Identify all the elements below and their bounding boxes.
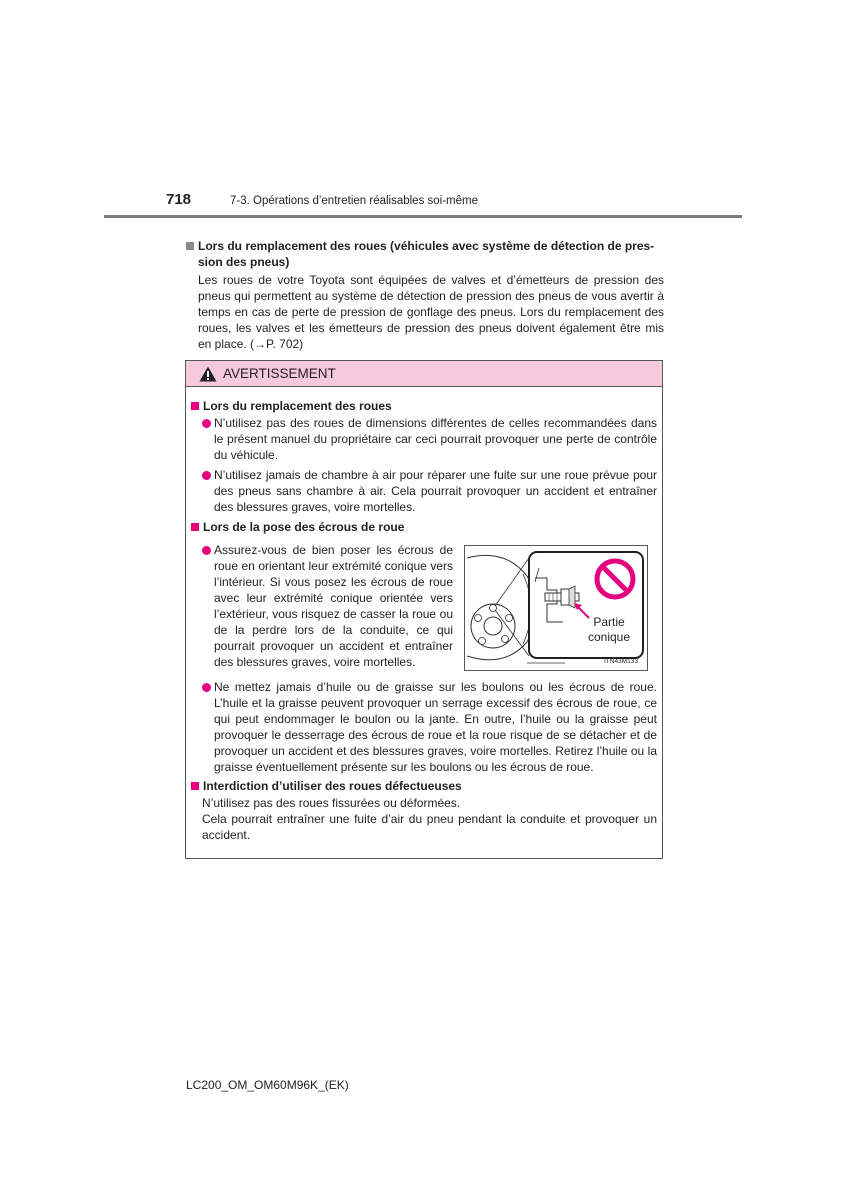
wheel-nut-illustration bbox=[465, 546, 647, 670]
footer-code: LC200_OM_OM60M96K_(EK) bbox=[186, 1078, 349, 1092]
section-heading-text: Lors du remplacement des roues bbox=[203, 399, 392, 413]
warning-header bbox=[186, 361, 662, 387]
intro-body: Les roues de votre Toyota sont équipées de valves et d’émetteurs de pression des pneus qui permettent au système de détection de pression des pneus de vous avertir à temps en cas de perte de pression de gonflage des pneus. Lors du remplacement des roues, les valves et les émetteurs de pression des pneus doivent également être mis en place. (→P. 702) bbox=[198, 273, 664, 351]
square-bullet-icon bbox=[191, 523, 199, 531]
intro-heading-line1: Lors du remplacement des roues (véhicules avec système de détection de pres- bbox=[198, 239, 655, 253]
figure-code: ITN43M133 bbox=[604, 658, 638, 665]
bullet-item bbox=[202, 679, 657, 775]
section-heading-text: Lors de la pose des écrous de roue bbox=[203, 520, 405, 534]
warning-triangle-icon bbox=[199, 366, 217, 382]
section-title: 7-3. Opérations d’entretien réalisables soi-même bbox=[230, 195, 479, 207]
bullet-text: N’utilisez pas des roues de dimensions différentes de celles recommandées dans le présent manuel du propriétaire car ceci pourrait provoquer une perte de contrôle du véhicule. bbox=[214, 416, 657, 462]
square-bullet-icon bbox=[186, 242, 194, 250]
bullet-dot-icon bbox=[202, 546, 211, 555]
bullet-dot-icon bbox=[202, 471, 211, 480]
intro-section bbox=[186, 238, 664, 352]
bullet-item bbox=[202, 415, 657, 463]
square-bullet-icon bbox=[191, 402, 199, 410]
wheel-nut-figure bbox=[464, 545, 648, 671]
section-heading-defective-wheels bbox=[191, 778, 462, 794]
defective-wheels-text bbox=[202, 795, 657, 843]
page-number: 718 bbox=[166, 191, 192, 208]
square-bullet-icon bbox=[191, 782, 199, 790]
intro-heading bbox=[186, 238, 664, 270]
bullet-text: N’utilisez jamais de chambre à air pour réparer une fuite sur une roue prévue pour des pneus sans chambre à air. Cela pourrait provoquer un accident et entraîner des blessures graves, voire mortelles. bbox=[214, 468, 657, 514]
section-heading-wheel-replacement bbox=[191, 398, 392, 414]
section-heading-nut-fitting bbox=[191, 519, 404, 535]
header-rule bbox=[104, 215, 742, 218]
bullet-text: Ne mettez jamais d’huile ou de graisse sur les boulons ou les écrous de roue. L’huile et la graisse peuvent provoquer un serrage excessif des écrous de roue, ce qui peut endommager le boulon ou la jante. En outre, l’huile ou la graisse peut provoquer le desserrage des écrous de roue et la roue risque de se détacher et de provoquer un accident et des blessures graves, voire mortelles. Retirez l’huile ou la graisse éventuellement présente sur les boulons ou les écrous de roue. bbox=[214, 680, 657, 774]
figure-label-line1: Partie bbox=[593, 615, 625, 629]
figure-label bbox=[583, 615, 635, 645]
intro-heading-line2: sion des pneus) bbox=[198, 255, 290, 269]
defective-wheels-line2: Cela pourrait entraîner une fuite d’air du pneu pendant la conduite et provoquer un accident. bbox=[202, 812, 657, 842]
bullet-dot-icon bbox=[202, 419, 211, 428]
warning-title: AVERTISSEMENT bbox=[223, 366, 336, 381]
bullet-item bbox=[202, 467, 657, 515]
figure-label-line2: conique bbox=[587, 630, 631, 644]
bullet-item bbox=[202, 542, 453, 670]
defective-wheels-line1: N’utilisez pas des roues fissurées ou déformées. bbox=[202, 796, 461, 810]
bullet-dot-icon bbox=[202, 683, 211, 692]
bullet-text: Assurez-vous de bien poser les écrous de roue en orientant leur extrémité conique vers l’intérieur. Si vous posez les écrous de roue avec leur extrémité conique orientée vers l’extérieur, vous risquez de casser la roue ou de la perdre lors de la conduite, ce qui pourrait provoquer un accident et entraîner des blessures graves, voire mortelles. bbox=[214, 543, 453, 669]
section-heading-text: Interdiction d’utiliser des roues défectueuses bbox=[203, 779, 462, 793]
